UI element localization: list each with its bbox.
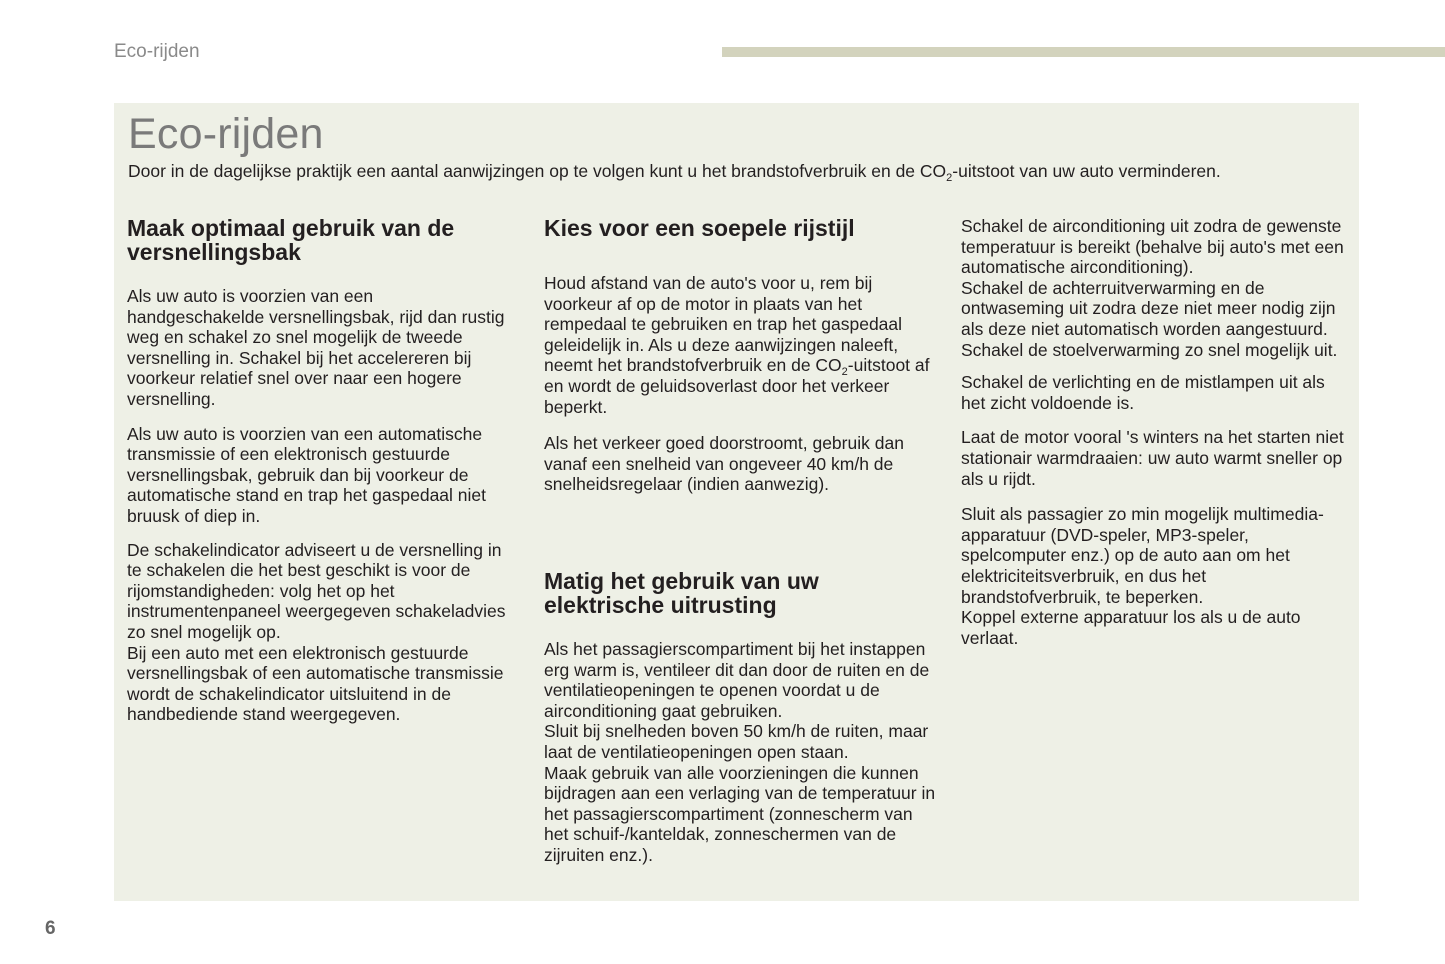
paragraph-part: -uitstoot af en wordt de geluidsoverlast door het verkeer beperkt. xyxy=(544,355,930,417)
paragraph: Als uw auto is voorzien van een automatische transmissie of een elektronisch gestuurde versnellingsbak, gebruik dan bij voorkeur de automatische stand en trap het gaspedaal niet bruusk of diep in. xyxy=(127,423,486,526)
heading-driving-style: Kies voor een soepele rijstijl xyxy=(544,215,855,241)
paragraph: Bij een auto met een elektronisch gestuurde versnellingsbak of een automatische transmissie wordt de schakelindicator uitsluitend in de handbediende stand weergegeven. xyxy=(127,642,504,725)
paragraph: Sluit bij snelheden boven 50 km/h de ruiten, maar laat de ventilatieopeningen open staan. xyxy=(544,721,929,762)
intro-text xyxy=(128,160,1348,182)
column-gearbox xyxy=(127,216,515,725)
paragraph: Laat de motor vooral 's winters na het starten niet stationair warmdraaien: uw auto warmt sneller op als u rijdt. xyxy=(961,427,1344,489)
paragraph-part: Houd afstand van de auto's voor u, rem bij voorkeur af op de motor in plaats van het rempedaal te gebruiken en trap het gaspedaal geleidelijk in. Als u deze aanwijzingen naleeft, neemt het brandstofverbruik en de CO xyxy=(544,273,903,376)
column-driving-style xyxy=(544,216,936,865)
heading-gearbox: Maak optimaal gebruik van de versnellingsbak xyxy=(127,215,455,265)
paragraph: Schakel de airconditioning uit zodra de gewenste temperatuur is bereikt (behalve bij auto's met een automatische airconditioning). xyxy=(961,216,1344,278)
paragraph: Schakel de stoelverwarming zo snel mogelijk uit. xyxy=(961,339,1338,360)
paragraph: Sluit als passagier zo min mogelijk multimedia-apparatuur (DVD-speler, MP3-speler, spelcomputer enz.) op de auto aan om het elektriciteitsverbruik, en dus het brandstofverbruik, te beperken. xyxy=(961,504,1324,607)
paragraph: De schakelindicator adviseert u de versnelling in te schakelen die het best geschikt is voor de rijomstandigheden: volg het op het instrumentenpaneel weergegeven schakeladvies zo snel mogelijk op. xyxy=(127,539,506,642)
paragraph: Als het verkeer goed doorstroomt, gebruik dan vanaf een snelheid van ongeveer 40 km/h de snelheidsregelaar (indien aanwezig). xyxy=(544,433,904,495)
page-title: Eco-rijden xyxy=(128,110,324,158)
paragraph xyxy=(544,273,936,417)
paragraph: Koppel externe apparatuur los als u de auto verlaat. xyxy=(961,607,1301,648)
paragraph: Schakel de verlichting en de mistlampen uit als het zicht voldoende is. xyxy=(961,372,1325,413)
paragraph: Maak gebruik van alle voorzieningen die kunnen bijdragen aan een verlaging van de temperatuur in het passagierscompartiment (zonnescherm van het schuif-/kanteldak, zonneschermen van de zijruiten enz.). xyxy=(544,762,936,865)
column-tips xyxy=(961,216,1346,648)
header-rule xyxy=(722,47,1445,57)
running-header-title: Eco-rijden xyxy=(114,41,200,62)
intro-text-part: -uitstoot van uw auto verminderen. xyxy=(952,161,1221,181)
paragraph: Als het passagierscompartiment bij het instappen erg warm is, ventileer dit dan door de ruiten en de ventilatieopeningen te openen voordat u de airconditioning gaat gebruiken. xyxy=(544,638,930,721)
intro-text-part: Door in de dagelijkse praktijk een aantal aanwijzingen op te volgen kunt u het brandstofverbruik en de CO xyxy=(128,161,947,181)
co2-subscript: 2 xyxy=(946,172,953,184)
co2-subscript: 2 xyxy=(841,366,848,379)
page-number: 6 xyxy=(45,918,56,939)
paragraph: Schakel de achterruitverwarming en de ontwaseming uit zodra deze niet meer nodig zijn als deze niet automatisch worden aangestuurd. xyxy=(961,277,1336,339)
paragraph: Als uw auto is voorzien van een handgeschakelde versnellingsbak, rijd dan rustig weg en schakel zo snel mogelijk de tweede versnelling in. Schakel bij het accelereren bij voorkeur relatief snel over naar een hogere versnelling. xyxy=(127,286,505,409)
heading-electrical-equipment: Matig het gebruik van uw elektrische uitrusting xyxy=(544,567,819,618)
